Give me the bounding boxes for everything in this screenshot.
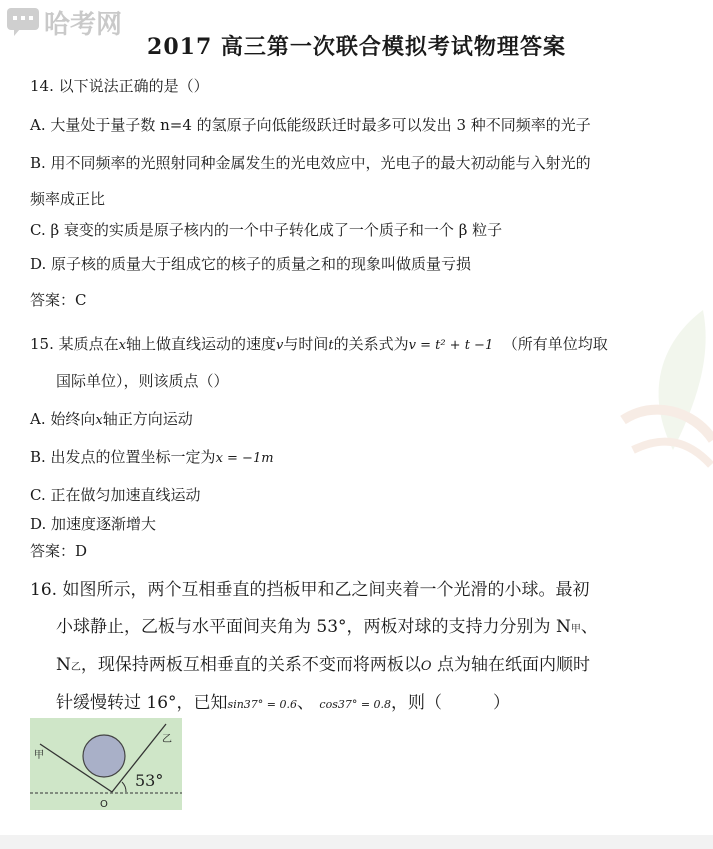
var-x: x	[118, 338, 126, 353]
var-v: v	[275, 338, 284, 353]
site-logo-text: 哈考网	[44, 9, 123, 40]
q14-option-a: A. 大量处于量子数 n=4 的氢原子向低能级跃迁时最多可以发出 3 种不同频率的光子	[30, 116, 591, 134]
q15-option-a: A. 始终向x轴正方向运动	[30, 410, 193, 428]
label-yi: 乙	[162, 734, 172, 745]
sin-value: sin37° = 0.6	[227, 698, 297, 711]
position-formula: x = −1m	[215, 451, 274, 466]
q14-option-b-cont: 频率成正比	[30, 190, 106, 208]
q16-line-1: 16. 如图所示，两个互相垂直的挡板甲和乙之间夹着一个光滑的小球。最初	[30, 580, 590, 600]
q15-option-c: C. 正在做匀加速直线运动	[30, 486, 201, 504]
q15-answer: 答案：D	[30, 542, 88, 560]
q16-line-2: 小球静止，乙板与水平面间夹角为 53°，两板对球的支持力分别为 N甲、	[56, 617, 598, 637]
smooth-ball	[83, 735, 125, 777]
q14-stem: 14. 以下说法正确的是（）	[30, 77, 209, 95]
cos-value: cos37° = 0.8	[319, 698, 392, 711]
watermark-leaf-icon	[603, 300, 713, 500]
q14-option-c: C. β 衰变的实质是原子核内的一个中子转化成了一个质子和一个 β 粒子	[30, 221, 503, 239]
q16-figure	[30, 718, 182, 810]
q14-option-b: B. 用不同频率的光照射同种金属发生的光电效应中，光电子的最大初动能与入射光的	[30, 154, 591, 172]
label-o: O	[100, 799, 108, 810]
label-angle: 53°	[135, 771, 164, 790]
q15-stem: 15. 某质点在x轴上做直线运动的速度v与时间t的关系式为v = t² + t −1 （所有单位均取	[30, 335, 608, 353]
page-title: 2017 高三第一次联合模拟考试物理答案	[147, 34, 566, 60]
q15-option-d: D. 加速度逐渐增大	[30, 515, 157, 533]
var-t: t	[328, 338, 334, 353]
q16-line-4: 针缓慢转过 16°，已知sin37° = 0.6、 cos37° = 0.8，则（ ）	[56, 693, 511, 713]
q14-option-d: D. 原子核的质量大于组成它的核子的质量之和的现象叫做质量亏损	[30, 255, 472, 273]
bottom-bar	[0, 835, 713, 849]
q14-answer: 答案：C	[30, 291, 87, 309]
q15-stem-cont: 国际单位），则该质点（）	[56, 372, 229, 390]
velocity-formula: v = t² + t −1	[408, 338, 494, 353]
label-jia: 甲	[34, 750, 44, 761]
q15-option-b: B. 出发点的位置坐标一定为x = −1m	[30, 448, 274, 466]
q16-line-3: N乙，现保持两板互相垂直的关系不变而将两板以O 点为轴在纸面内顺时	[56, 655, 590, 675]
